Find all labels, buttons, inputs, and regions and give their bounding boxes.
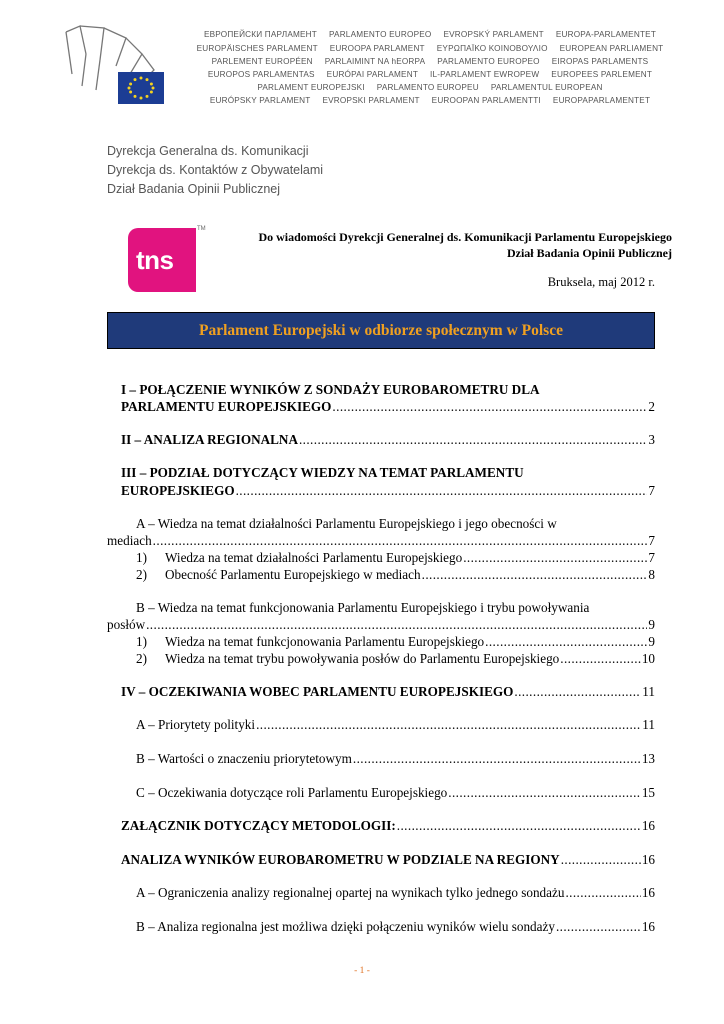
toc-page-number: 2 [648,399,655,414]
language-name: EUROPEAN PARLIAMENT [559,44,664,53]
toc-entry[interactable] [136,716,655,733]
toc-entry-text: IV – OCZEKIWANIA WOBEC PARLAMENTU EUROPEJSKIEGO [121,684,514,699]
toc-entry[interactable] [136,633,655,650]
toc-entry-text: ZAŁĄCZNIK DOTYCZĄCY METODOLOGII: [121,818,396,833]
addressee-block [258,229,672,261]
toc-page-number: 7 [648,550,655,565]
language-name: EUROOPAN PARLAMENTTI [431,96,541,105]
toc-leader [332,398,647,415]
toc-page-number: 7 [648,483,655,498]
toc-leader [256,716,641,733]
toc-entry[interactable] [136,566,655,583]
language-name: EUROPA-PARLAMENTET [555,30,657,39]
language-name: PARLAMENT EUROPEJSKI [257,83,365,92]
directorate-line: Dyrekcja ds. Kontaktów z Obywatelami [107,163,324,177]
toc-leader [448,784,641,801]
toc-entry-text: PARLAMENTU EUROPEJSKIEGO [121,399,332,414]
toc-page-number: 11 [642,717,655,732]
toc-page-number: 10 [641,651,655,666]
toc-leader [353,750,641,767]
toc-entry[interactable] [121,817,655,834]
toc-entry[interactable] [136,650,655,667]
toc-leader [560,650,641,667]
language-name: PARLAIMINT NA hEORPA [324,57,426,66]
language-row [190,96,670,105]
toc-page-number: 8 [648,567,655,582]
toc-entry-text: B – Wiedza na temat funkcjonowania Parlamentu Europejskiego i trybu powoływania [136,600,590,615]
toc-page-number: 16 [641,818,655,833]
addressee-line: Do wiadomości Dyrekcji Generalnej ds. Komunikacji Parlamentu Europejskiego [258,230,672,244]
toc-entry-text: A – Ograniczenia analizy regionalnej opartej na wynikach tylko jednego sondażu [136,885,565,900]
tns-logo [128,228,196,292]
toc-page-number: 13 [641,751,655,766]
toc-leader [146,616,647,633]
directorate-block [107,142,323,199]
language-name: PARLEMENT EUROPÉEN [211,57,313,66]
toc-leader [422,566,648,583]
toc-entry[interactable] [136,918,655,935]
toc-item-number: 1) [136,550,147,565]
toc-page-number: 16 [641,919,655,934]
toc-page-number: 16 [641,852,655,867]
trademark-mark: TM [197,226,206,232]
directorate-line: Dział Badania Opinii Publicznej [107,182,281,196]
language-name: EUROPAPARLAMENTET [552,96,651,105]
european-parliament-logo [60,24,210,106]
language-name: EUROPÄISCHES PARLAMENT [196,44,318,53]
toc-entry-text: I – POŁĄCZENIE WYNIKÓW Z SONDAŻY EUROBAROMETRU DLA [121,382,540,397]
language-name: IL-PARLAMENT EWROPEW [430,70,540,79]
page-number-footer: - 1 - [354,966,370,976]
toc-page-number: 15 [641,785,655,800]
language-name: EURÓPAI PARLAMENT [326,70,419,79]
language-row [190,70,670,79]
toc-entry-text: Obecność Parlamentu Europejskiego w mediach [165,567,421,582]
toc-entry-text: B – Wartości o znaczeniu priorytetowym [136,751,352,766]
toc-page-number: 9 [648,617,655,632]
toc-entry-text: C – Oczekiwania dotyczące roli Parlamentu Europejskiego [136,785,448,800]
toc-entry-text: A – Wiedza na temat działalności Parlamentu Europejskiego i jego obecności w [136,516,557,531]
toc-leader [236,482,648,499]
toc-entry-text: A – Priorytety polityki [136,717,256,732]
toc-leader [556,918,641,935]
language-name: EURÓPSKY PARLAMENT [209,96,311,105]
toc-item-number: 2) [136,567,147,582]
tns-logo-text: tns [136,245,174,275]
addressee-line: Dział Badania Opinii Publicznej [506,246,672,260]
toc-leader [565,884,640,901]
toc-entry-text: Wiedza na temat działalności Parlamentu Europejskiego [165,550,463,565]
toc-entry-text: EUROPEJSKIEGO [121,483,235,498]
language-name: PARLAMENTO EUROPEO [437,57,540,66]
language-name: PARLAMENTUL EUROPEAN [490,83,603,92]
language-row [190,44,670,53]
toc-leader [561,851,641,868]
toc-item-number: 1) [136,634,147,649]
toc-page-number: 3 [648,432,655,447]
language-name: PARLAMENTO EUROPEU [376,83,479,92]
language-row [190,83,670,92]
toc-page-number: 11 [642,684,655,699]
toc-entry[interactable] [136,784,655,801]
document-date: Bruksela, maj 2012 r. [547,275,655,289]
toc-entry-text: mediach [107,533,152,548]
toc-leader [485,633,647,650]
toc-entry-text: B – Analiza regionalna jest możliwa dzięki połączeniu wyników wielu sondaży [136,919,555,934]
toc-entry[interactable] [136,884,655,901]
toc-leader [153,532,648,549]
toc-entry[interactable] [121,482,655,499]
toc-entry[interactable] [107,532,655,549]
language-name: EUROOPA PARLAMENT [329,44,425,53]
directorate-line: Dyrekcja Generalna ds. Komunikacji [107,144,309,158]
toc-entry[interactable] [121,683,655,700]
language-row [190,30,670,39]
toc-entry[interactable] [121,851,655,868]
language-name: EIROPAS PARLAMENTS [551,57,649,66]
toc-leader [514,683,641,700]
language-name: ΕΥΡΩΠΑΪΚΟ ΚΟΙΝΟΒΟΥΛΙΟ [436,44,548,53]
toc-page-number: 16 [641,885,655,900]
language-name: ЕВРОПЕЙСКИ ПАРЛАМЕНТ [203,30,317,39]
toc-page-number: 9 [648,634,655,649]
toc-entry-text: Wiedza na temat trybu powoływania posłów do Parlamentu Europejskiego [165,651,560,666]
language-name: EUROPEES PARLEMENT [551,70,653,79]
toc-entry-text: Wiedza na temat funkcjonowania Parlamentu Europejskiego [165,634,485,649]
language-row [190,57,670,66]
toc-entry[interactable] [107,616,655,633]
toc-entry[interactable] [121,431,655,448]
toc-entry-text: III – PODZIAŁ DOTYCZĄCY WIEDZY NA TEMAT PARLAMENTU [121,465,524,480]
toc-entry-text: posłów [107,617,146,632]
toc-leader [397,817,641,834]
language-name: EVROPSKI PARLAMENT [322,96,420,105]
language-name: PARLAMENTO EUROPEO [328,30,432,39]
toc-entry[interactable] [121,398,655,415]
toc-page-number: 7 [648,533,655,548]
toc-entry-text: ANALIZA WYNIKÓW EUROBAROMETRU W PODZIALE NA REGIONY [121,852,560,867]
toc-item-number: 2) [136,651,147,666]
language-name: EVROPSKÝ PARLAMENT [443,30,544,39]
document-title: Parlament Europejski w odbiorze społecznym w Polsce [107,312,655,349]
toc-leader [299,431,647,448]
language-name: EUROPOS PARLAMENTAS [207,70,315,79]
toc-entry[interactable] [136,549,655,566]
toc-entry[interactable] [136,750,655,767]
toc-entry-text: II – ANALIZA REGIONALNA [121,432,298,447]
toc-leader [463,549,647,566]
